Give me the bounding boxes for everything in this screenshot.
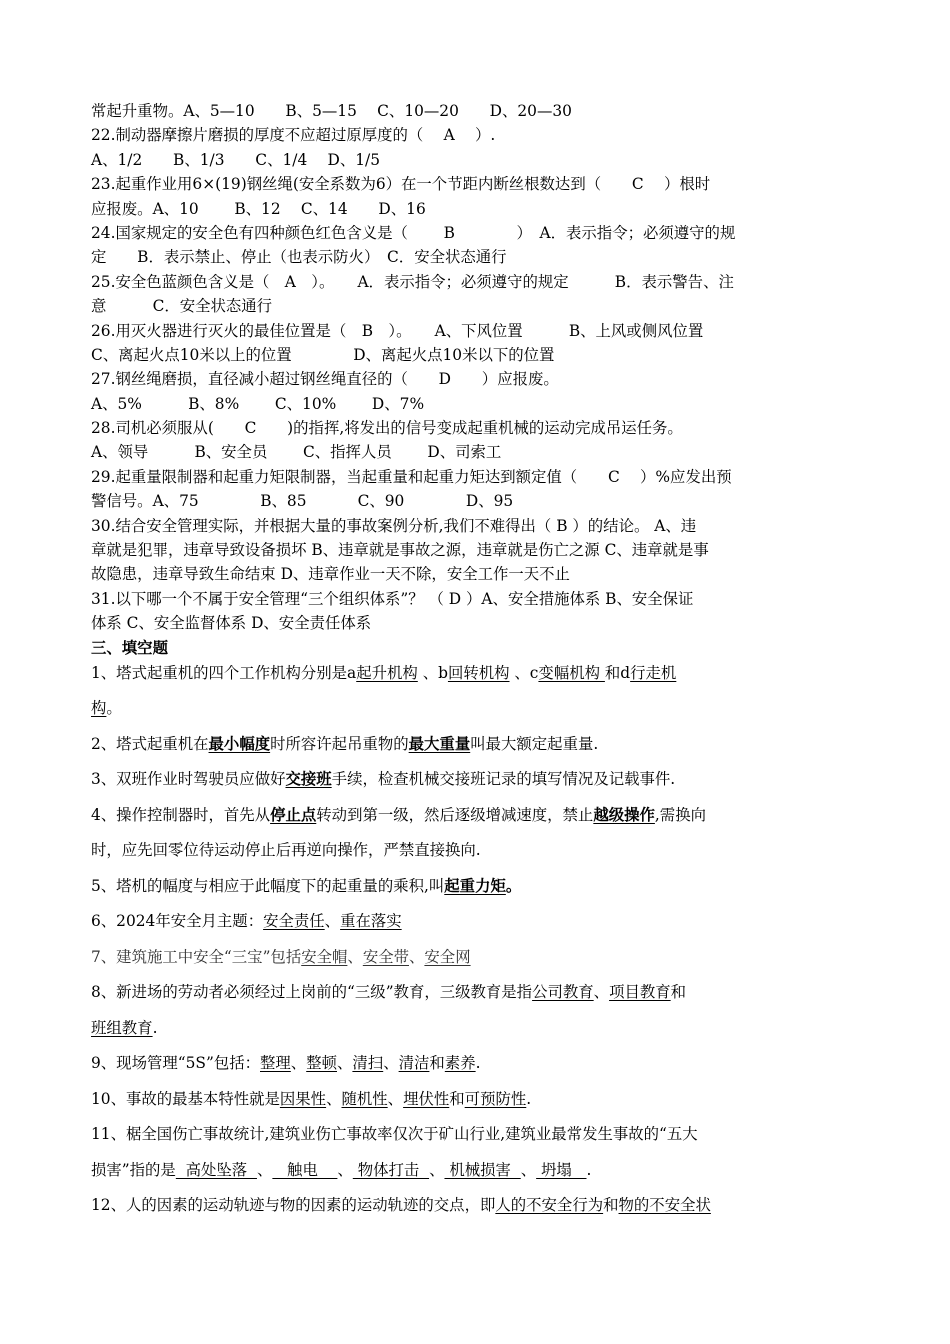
text-line: 22.制动器摩擦片磨损的厚度不应超过原厚度的（ A ）. (91, 126, 496, 145)
text-line: 29.起重量限制器和起重力矩限制器，当起重量和起重力矩达到额定值（ C ）%应发出预 (91, 467, 732, 486)
answer: 变幅机构 (538, 663, 605, 682)
fill-question-11-cont: 损害”指的是 高处坠落 、 触电 、 物体打击 、 机械损害 、 坍塌 . (91, 1160, 592, 1179)
text-line: 应报废。A、10 B、12 C、14 D、16 (91, 199, 426, 218)
answer: 人的不安全行为 (495, 1196, 604, 1215)
answer: 可预防性 (464, 1089, 527, 1108)
answer: 机械损害 (444, 1160, 521, 1179)
answer: 安全网 (424, 947, 471, 966)
text-line: 常起升重物。A、5—10 B、5—15 C、10—20 D、20—30 (91, 102, 572, 120)
answer: 构 (91, 699, 107, 718)
text-line: 26.用灭火器进行灭火的最佳位置是（ B ）。 A、下风位置 B、上风或侧风位置 (91, 321, 704, 340)
text-line: A、领导 B、安全员 C、指挥人员 D、司索工 (91, 443, 502, 462)
answer: 整理 (260, 1054, 291, 1073)
answer: 回转机构 (447, 663, 510, 682)
fill-question-12: 12、人的因素的运动轨迹与物的因素的运动轨迹的交点，即人的不安全行为和物的不安全状 (91, 1196, 711, 1215)
fill-question-8: 8、新进场的劳动者必须经过上岗前的“三级”教育，三级教育是指公司教育、项目教育和 (91, 983, 687, 1002)
answer: 清洁 (398, 1054, 430, 1073)
answer: 清扫 (352, 1054, 384, 1073)
text-line: A、1/2 B、1/3 C、1/4 D、1/5 (91, 150, 381, 169)
answer: 停止点 (270, 805, 317, 824)
answer: 埋伏性 (403, 1089, 450, 1108)
answer: 安全带 (362, 947, 409, 966)
multiple-choice-section (91, 99, 861, 636)
answer: 整顿 (306, 1054, 337, 1073)
fill-question-10: 10、事故的最基本特性就是因果性、随机性、埋伏性和可预防性. (91, 1089, 532, 1108)
answer: 交接班 (285, 770, 332, 789)
section-heading: 三、填空题 (91, 638, 168, 657)
fill-question-9: 9、现场管理“5S”包括：整理、整顿、清扫、清洁和素养. (91, 1054, 481, 1073)
text-line: 体系 C、安全监督体系 D、安全责任体系 (91, 614, 372, 633)
answer: 行走机 (630, 663, 677, 682)
text-line: 24.国家规定的安全色有四种颜色红色含义是（ B ） A．表示指令；必须遵守的规 (91, 223, 736, 242)
answer: 最小幅度 (208, 734, 271, 753)
fill-question-7: 7、建筑施工中安全“三宝”包括安全帽、安全带、安全网 (91, 947, 471, 966)
answer: 坍塌 (536, 1160, 587, 1179)
text-line: 章就是犯罪，违章导致设备损坏 B、违章就是事故之源，违章就是伤亡之源 C、违章就是事 (91, 541, 709, 560)
fill-question-1: 1、塔式起重机的四个工作机构分别是a起升机构 、b回转机构 、c变幅机构 和d行走机 (91, 663, 677, 682)
answer: 触电 (272, 1160, 338, 1179)
text-line: 定 B．表示禁止、停止（也表示防火） C．安全状态通行 (91, 248, 507, 267)
fill-question-5: 5、塔机的幅度与相应于此幅度下的起重量的乘积,叫起重力矩。 (91, 876, 522, 895)
answer: 班组教育 (91, 1018, 153, 1037)
answer: 安全责任 (263, 912, 325, 931)
answer: 最大重量 (408, 734, 471, 753)
text-line: 故隐患，违章导致生命结束 D、违章作业一天不除，安全工作一天不止 (91, 565, 570, 584)
text-line: 31.以下哪一个不属于安全管理“三个组织体系”？ （ D ）A、安全措施体系 B、安全保证 (91, 589, 694, 608)
document-page (91, 99, 861, 1228)
text-line: 28.司机必须服从( C )的指挥,将发出的信号变成起重机械的运动完成吊运任务。 (91, 419, 683, 438)
answer: 随机性 (341, 1089, 388, 1108)
text-line: A、5% B、8% C、10% D、7% (91, 394, 425, 413)
text-line: C、离起火点10米以上的位置 D、离起火点10米以下的位置 (91, 345, 555, 364)
answer: 素养 (444, 1054, 476, 1073)
fill-question-11: 11、椐全国伤亡事故统计,建筑业伤亡事故率仅次于矿山行业,建筑业最常发生事故的“五大 (91, 1125, 698, 1144)
answer: 安全帽 (301, 947, 348, 966)
text-line: 27.钢丝绳磨损，直径减小超过钢丝绳直径的（ D ）应报废。 (91, 370, 559, 389)
answer: 因果性 (279, 1089, 327, 1108)
fill-question-8-cont: 班组教育. (91, 1018, 158, 1037)
answer: 起升机构 (356, 663, 418, 682)
fill-question-4-cont: 时，应先回零位待运动停止后再逆向操作，严禁直接换向. (91, 841, 481, 860)
fill-question-6: 6、2024年安全月主题：安全责任、重在落实 (91, 912, 402, 931)
text-line: 30.结合安全管理实际，并根据大量的事故案例分析,我们不难得出（ B ）的结论。 A、违 (91, 516, 697, 535)
answer: 公司教育 (532, 983, 594, 1002)
answer: 起重力矩 (444, 876, 506, 895)
answer: 物的不安全状 (618, 1196, 711, 1215)
fill-question-2: 2、塔式起重机在最小幅度时所容许起吊重物的最大重量叫最大额定起重量. (91, 734, 599, 753)
text-line: 警信号。A、75 B、85 C、90 D、95 (91, 492, 514, 511)
text-line: 意 C．安全状态通行 (91, 297, 273, 316)
answer: 重在落实 (340, 912, 402, 931)
answer: 项目教育 (609, 983, 671, 1002)
text-line: 25.安全色蓝颜色含义是（ A ）。 A．表示指令；必须遵守的规定 B．表示警告、注 (91, 272, 734, 291)
fill-question-3: 3、双班作业时驾驶员应做好交接班手续，检查机械交接班记录的填写情况及记载事件. (91, 770, 676, 789)
text-line: 23.起重作业用6×(19)钢丝绳(安全系数为6）在一个节距内断丝根数达到（ C ）根时 (91, 175, 711, 194)
fill-question-1-cont: 构。 (91, 699, 122, 718)
answer: 越级操作 (593, 805, 655, 824)
answer: 高处坠落 (175, 1160, 257, 1179)
fill-question-4: 4、操作控制器时，首先从停止点转动到第一级，然后逐级增减速度，禁止越级操作,需换向 (91, 805, 706, 824)
answer: 物体打击 (352, 1160, 430, 1179)
